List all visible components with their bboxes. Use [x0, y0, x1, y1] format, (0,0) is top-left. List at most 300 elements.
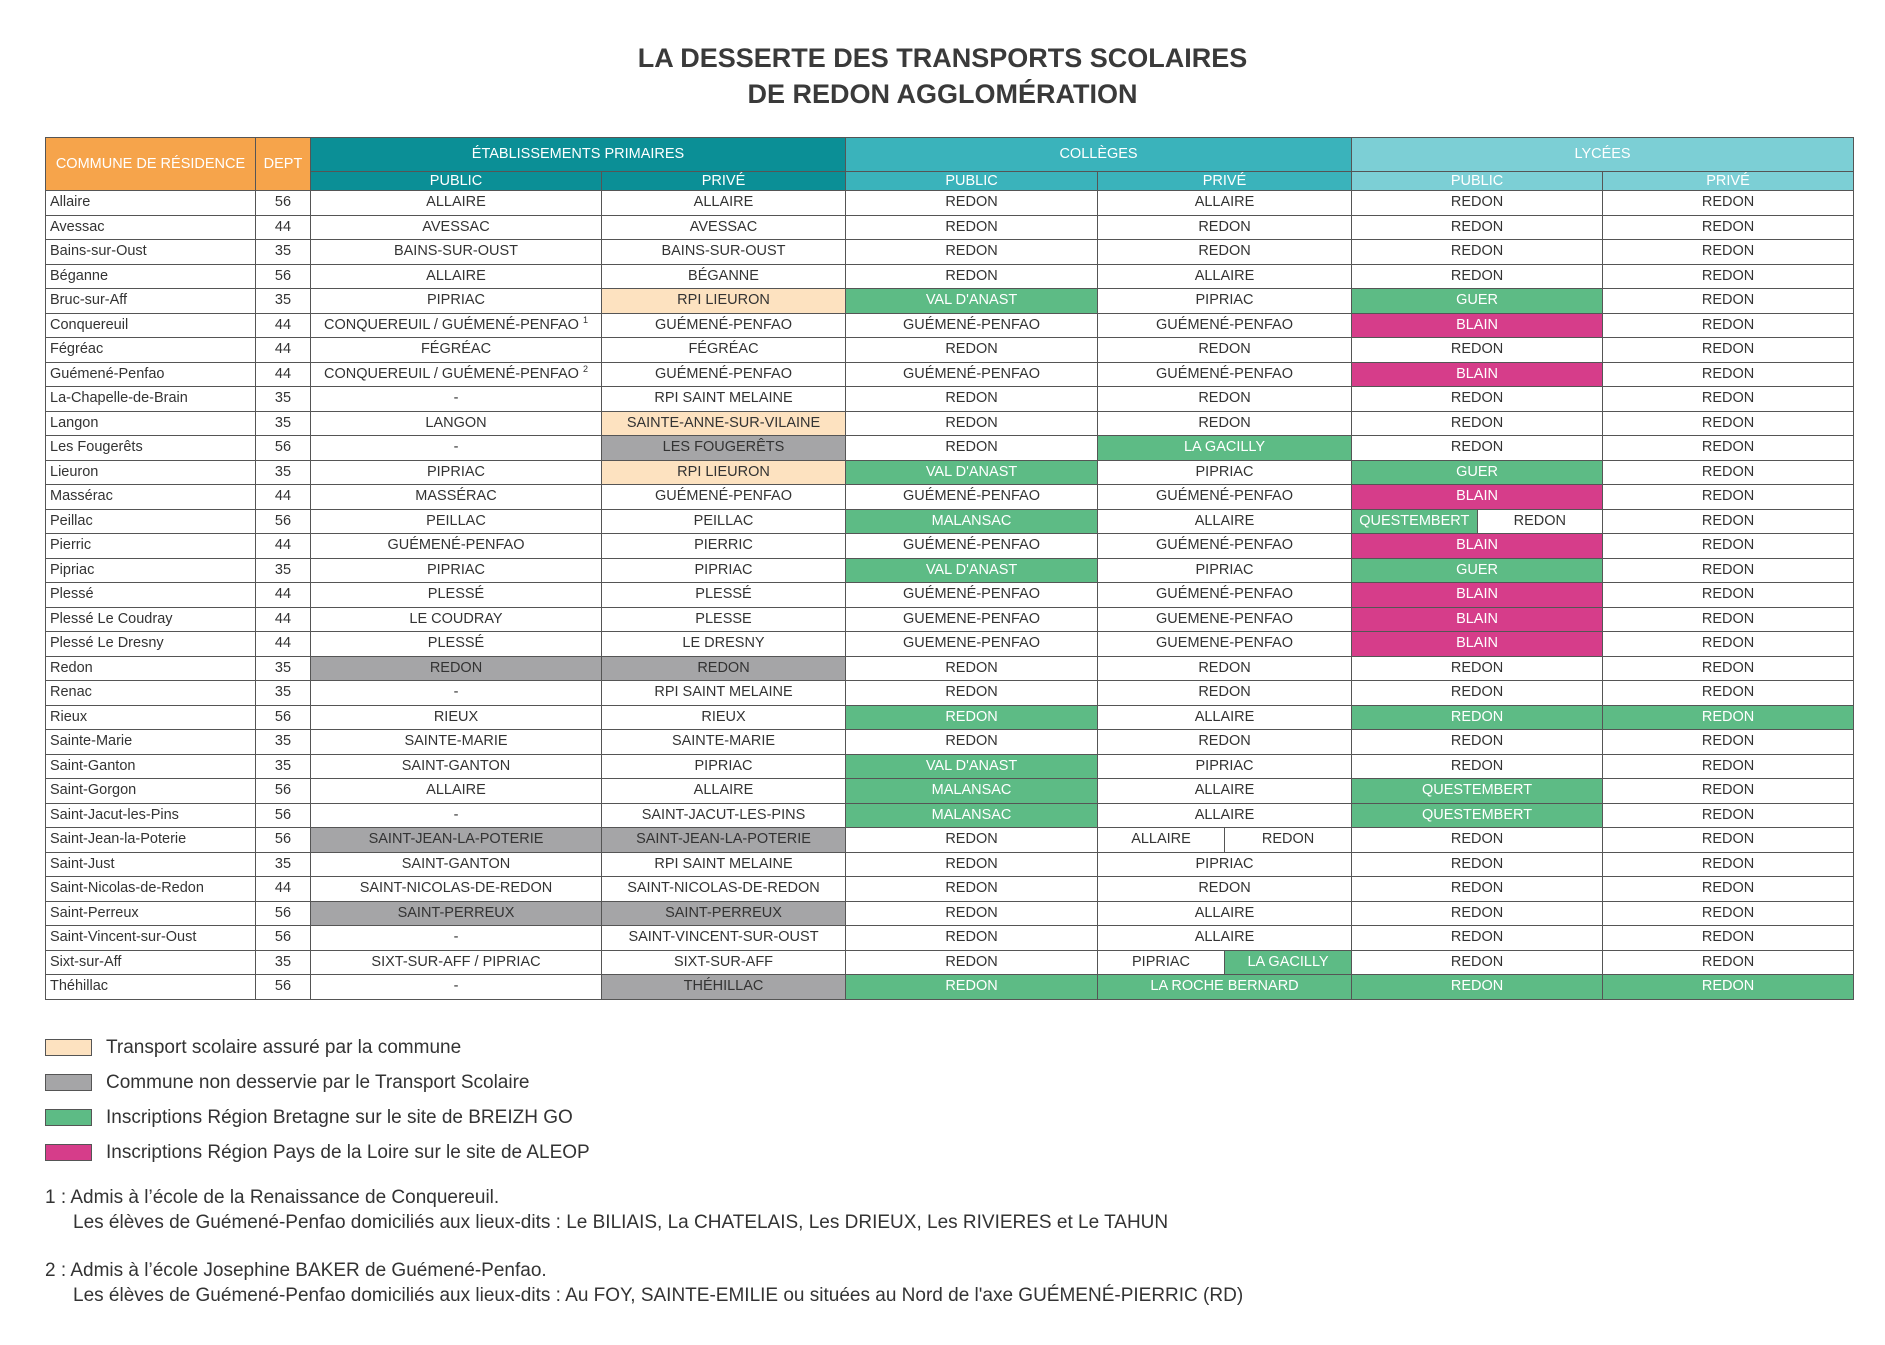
cell-text: REDON [1450, 684, 1504, 701]
cell-text: RPI SAINT MELAINE [654, 855, 793, 872]
cell-dept: 35 [256, 730, 311, 755]
legend-label: Transport scolaire assuré par la commune [106, 1036, 462, 1058]
cell-commune: Langon [46, 411, 256, 436]
cell-text: SAINTE-MARIE [671, 733, 776, 750]
cell-commune: Peillac [46, 509, 256, 534]
table-row [46, 264, 1854, 289]
cell-text: REDON [1198, 659, 1251, 676]
cell-dept: 56 [256, 779, 311, 804]
cell-lycee-prive [1603, 607, 1854, 632]
cell-primaire-prive [602, 779, 846, 804]
cell-college-prive [1098, 901, 1352, 926]
cell-college-prive [1098, 460, 1352, 485]
legend-item [45, 1135, 590, 1170]
cell-text: SAINT-NICOLAS-DE-REDON [359, 880, 553, 897]
header-colleges: COLLÈGES [846, 138, 1352, 172]
cell-lycee-prive [1603, 264, 1854, 289]
cell-college-public [846, 362, 1098, 387]
cell-lycee-public [1352, 705, 1603, 730]
cell-text: REDON [1450, 218, 1504, 235]
cell-college-prive [1098, 705, 1352, 730]
cell-primaire-prive [602, 730, 846, 755]
cell-text: VAL D'ANAST [925, 757, 1018, 774]
cell-lycee-prive [1603, 460, 1854, 485]
cell-text: REDON [945, 831, 998, 848]
cell-lycee-prive [1603, 289, 1854, 314]
cell-lycee-public [1352, 950, 1603, 975]
cell-text: REDON [1701, 390, 1755, 407]
cell-lycee-public [1352, 436, 1603, 461]
cell-text: LE COUDRAY [409, 610, 503, 627]
cell-college-public [846, 681, 1098, 706]
cell-college-public [846, 558, 1098, 583]
cell-text: REDON [945, 390, 998, 407]
cell-lycee-prive [1603, 681, 1854, 706]
table-row [46, 828, 1854, 853]
footnote-marker: 2 [582, 363, 588, 374]
cell-text: MASSÉRAC [415, 488, 497, 505]
cell-text: GUEMENE-PENFAO [903, 610, 1040, 627]
cell-lycee-public [1352, 240, 1603, 265]
cell-text: ALLAIRE [1194, 267, 1255, 284]
cell-college-public [846, 240, 1098, 265]
cell-text: BLAIN [1456, 635, 1498, 652]
cell-college-public [846, 975, 1098, 1000]
table-row [46, 460, 1854, 485]
table-row [46, 705, 1854, 730]
cell-text: REDON [1450, 831, 1504, 848]
split-part: ALLAIRE [1131, 831, 1191, 847]
cell-lycee-public [1352, 215, 1603, 240]
cell-dept: 35 [256, 387, 311, 412]
cell-lycee-prive [1603, 485, 1854, 510]
cell-text: PLESSÉ [695, 586, 752, 603]
cell-lycee-prive [1603, 558, 1854, 583]
cell-text: QUESTEMBERT [1421, 806, 1533, 823]
cell-text: PEILLAC [426, 512, 486, 529]
header-commune: COMMUNE DE RÉSIDENCE [46, 138, 256, 191]
cell-primaire-public [311, 436, 602, 461]
cell-dept: 44 [256, 632, 311, 657]
table-row [46, 975, 1854, 1000]
cell-college-public [846, 191, 1098, 216]
cell-text: PLESSE [695, 610, 752, 627]
cell-text: REDON [1701, 635, 1755, 652]
cell-primaire-prive [602, 632, 846, 657]
cell-text: ALLAIRE [426, 194, 486, 211]
cell-text: SAINT-PERREUX [397, 904, 515, 921]
cell-text: REDON [1450, 880, 1504, 897]
cell-text: PIPRIAC [694, 757, 753, 774]
cell-text: ALLAIRE [1194, 782, 1255, 799]
cell-primaire-prive [602, 583, 846, 608]
cell-college-prive [1098, 926, 1352, 951]
cell-text: SAINTE-ANNE-SUR-VILAINE [626, 414, 821, 431]
cell-text: REDON [945, 243, 998, 260]
cell-text: REDON [1701, 953, 1755, 970]
cell-primaire-prive [602, 460, 846, 485]
cell-lycee-prive [1603, 656, 1854, 681]
table-row [46, 950, 1854, 975]
cell-lycee-public [1352, 509, 1603, 534]
cell-primaire-public [311, 877, 602, 902]
cell-text: REDON [945, 341, 998, 358]
cell-text: REDON [1701, 341, 1755, 358]
cell-commune: Rieux [46, 705, 256, 730]
table-row [46, 730, 1854, 755]
cell-text: LA ROCHE BERNARD [1150, 978, 1299, 995]
cell-text: PIPRIAC [1195, 855, 1254, 872]
cell-commune: Saint-Jean-la-Poterie [46, 828, 256, 853]
cell-text: RPI SAINT MELAINE [654, 684, 793, 701]
cell-text: REDON [1198, 880, 1251, 897]
cell-text: REDON [945, 439, 998, 456]
cell-text: PLESSÉ [427, 635, 485, 652]
cell-text: SAINT-NICOLAS-DE-REDON [627, 880, 820, 897]
cell-text: - [453, 806, 459, 823]
cell-college-public [846, 583, 1098, 608]
cell-college-public [846, 264, 1098, 289]
cell-primaire-prive [602, 240, 846, 265]
cell-college-prive [1098, 215, 1352, 240]
cell-primaire-prive [602, 264, 846, 289]
cell-college-prive [1098, 975, 1352, 1000]
footnote-marker: 1 [582, 314, 588, 325]
cell-college-prive [1098, 779, 1352, 804]
cell-commune: Pipriac [46, 558, 256, 583]
cell-college-prive [1098, 681, 1352, 706]
cell-text: ALLAIRE [1194, 708, 1255, 725]
cell-text: PIPRIAC [1195, 561, 1254, 578]
cell-lycee-public [1352, 901, 1603, 926]
legend-swatch [45, 1144, 92, 1161]
cell-college-prive [1098, 313, 1352, 338]
cell-text: RPI SAINT MELAINE [654, 390, 793, 407]
cell-text: REDON [1701, 610, 1755, 627]
table-row [46, 656, 1854, 681]
cell-text: GUÉMENÉ-PENFAO [387, 537, 525, 554]
cell-college-public [846, 289, 1098, 314]
cell-lycee-public [1352, 411, 1603, 436]
cell-text: GUÉMENÉ-PENFAO [903, 586, 1040, 603]
cell-college-public [846, 877, 1098, 902]
cell-lycee-public [1352, 852, 1603, 877]
cell-primaire-prive [602, 901, 846, 926]
cell-text: REDON [945, 904, 998, 921]
cell-text: RPI LIEURON [677, 463, 770, 480]
cell-college-public [846, 509, 1098, 534]
cell-dept: 56 [256, 705, 311, 730]
cell-lycee-prive [1603, 852, 1854, 877]
cell-dept: 35 [256, 558, 311, 583]
cell-text: SAINT-JEAN-LA-POTERIE [368, 831, 544, 848]
page-title-line-2: DE REDON AGGLOMÉRATION [747, 79, 1138, 109]
cell-lycee-public [1352, 338, 1603, 363]
cell-text: GUÉMENÉ-PENFAO [1156, 488, 1293, 505]
cell-text: REDON [945, 684, 998, 701]
cell-commune: Plessé Le Coudray [46, 607, 256, 632]
cell-lycee-prive [1603, 828, 1854, 853]
header-colleges-public: PUBLIC [846, 172, 1098, 191]
cell-dept: 35 [256, 240, 311, 265]
cell-lycee-prive [1603, 705, 1854, 730]
cell-text: REDON [945, 708, 998, 725]
cell-text: VAL D'ANAST [925, 561, 1018, 578]
cell-college-prive [1098, 289, 1352, 314]
cell-primaire-public [311, 828, 602, 853]
cell-commune: Sainte-Marie [46, 730, 256, 755]
cell-text: SAINT-GANTON [401, 855, 511, 872]
cell-text: GUÉMENÉ-PENFAO [1156, 537, 1293, 554]
cell-text: FÉGRÉAC [420, 341, 492, 358]
cell-college-public [846, 460, 1098, 485]
cell-text: REDON [1450, 929, 1504, 946]
cell-text: REDON [945, 978, 998, 995]
cell-lycee-public [1352, 460, 1603, 485]
cell-primaire-prive [602, 828, 846, 853]
cell-dept: 56 [256, 191, 311, 216]
header-primaires-prive: PRIVÉ [602, 172, 846, 191]
cell-college-public [846, 313, 1098, 338]
cell-college-prive [1098, 803, 1352, 828]
cell-college-public [846, 730, 1098, 755]
cell-text: REDON [1701, 684, 1755, 701]
cell-primaire-prive [602, 705, 846, 730]
cell-college-prive [1098, 607, 1352, 632]
cell-commune: Saint-Vincent-sur-Oust [46, 926, 256, 951]
cell-commune: Saint-Nicolas-de-Redon [46, 877, 256, 902]
cell-primaire-public [311, 411, 602, 436]
cell-lycee-prive [1603, 779, 1854, 804]
cell-college-prive [1098, 632, 1352, 657]
cell-lycee-prive [1603, 362, 1854, 387]
cell-text: PIPRIAC [426, 292, 485, 309]
cell-text: CONQUEREUIL / GUÉMENÉ-PENFAO [324, 316, 579, 333]
cell-text: THÉHILLAC [683, 978, 764, 995]
cell-text: REDON [945, 733, 998, 750]
cell-text: REDON [1450, 267, 1504, 284]
cell-college-prive [1098, 754, 1352, 779]
transport-table [45, 137, 1854, 1000]
cell-text: PIPRIAC [1195, 292, 1254, 309]
cell-text: GUER [1456, 463, 1498, 480]
cell-lycee-public [1352, 264, 1603, 289]
cell-text: REDON [1701, 659, 1755, 676]
cell-lycee-prive [1603, 730, 1854, 755]
cell-commune: Sixt-sur-Aff [46, 950, 256, 975]
cell-primaire-prive [602, 754, 846, 779]
cell-text: QUESTEMBERT [1421, 782, 1533, 799]
cell-lycee-prive [1603, 240, 1854, 265]
cell-text: REDON [945, 880, 998, 897]
cell-text: GUÉMENÉ-PENFAO [1156, 365, 1293, 382]
cell-text: ALLAIRE [693, 782, 754, 799]
cell-text: SAINT-JACUT-LES-PINS [641, 806, 806, 823]
cell-college-public [846, 852, 1098, 877]
cell-commune: Saint-Just [46, 852, 256, 877]
cell-text: BAINS-SUR-OUST [393, 243, 519, 260]
cell-text: GUER [1456, 561, 1498, 578]
cell-lycee-prive [1603, 950, 1854, 975]
footnotes [45, 1185, 1243, 1331]
table-row [46, 779, 1854, 804]
cell-primaire-prive [602, 215, 846, 240]
cell-primaire-prive [602, 607, 846, 632]
header-lycees-prive: PRIVÉ [1603, 172, 1854, 191]
cell-text: BLAIN [1456, 537, 1498, 554]
cell-text: LA GACILLY [1183, 439, 1266, 456]
cell-text: REDON [1198, 414, 1251, 431]
cell-text: BLAIN [1456, 365, 1498, 382]
cell-text: REDON [1450, 194, 1504, 211]
cell-text: REDON [1701, 880, 1755, 897]
cell-text: SIXT-SUR-AFF / PIPRIAC [371, 953, 541, 970]
split-part: REDON [1224, 828, 1351, 852]
cell-text: AVESSAC [689, 218, 758, 235]
cell-lycee-prive [1603, 877, 1854, 902]
cell-primaire-prive [602, 362, 846, 387]
cell-text: REDON [945, 414, 998, 431]
cell-lycee-public [1352, 681, 1603, 706]
cell-college-public [846, 485, 1098, 510]
cell-text: REDON [1701, 978, 1755, 995]
cell-text: REDON [697, 659, 750, 676]
cell-primaire-public [311, 583, 602, 608]
cell-primaire-public [311, 803, 602, 828]
cell-lycee-public [1352, 485, 1603, 510]
cell-college-prive [1098, 362, 1352, 387]
cell-commune: Saint-Perreux [46, 901, 256, 926]
cell-lycee-prive [1603, 215, 1854, 240]
cell-primaire-public [311, 460, 602, 485]
table-row [46, 313, 1854, 338]
cell-college-public [846, 632, 1098, 657]
cell-primaire-prive [602, 313, 846, 338]
cell-primaire-public [311, 215, 602, 240]
cell-commune: Redon [46, 656, 256, 681]
table-row [46, 632, 1854, 657]
cell-text: MALANSAC [931, 806, 1012, 823]
cell-text: REDON [945, 659, 998, 676]
cell-text: BÉGANNE [688, 267, 759, 284]
cell-lycee-prive [1603, 534, 1854, 559]
cell-primaire-prive [602, 411, 846, 436]
cell-text: REDON [945, 929, 998, 946]
cell-college-public [846, 215, 1098, 240]
cell-dept: 56 [256, 436, 311, 461]
split-part: QUESTEMBERT [1352, 510, 1477, 534]
cell-text: - [453, 390, 459, 407]
cell-lycee-prive [1603, 583, 1854, 608]
cell-lycee-public [1352, 558, 1603, 583]
cell-primaire-public [311, 926, 602, 951]
cell-text: RPI LIEURON [677, 292, 770, 309]
table-row [46, 485, 1854, 510]
cell-text: REDON [945, 267, 998, 284]
cell-text: GUEMENE-PENFAO [1156, 610, 1293, 627]
cell-primaire-public [311, 313, 602, 338]
cell-text: REDON [1450, 414, 1504, 431]
cell-lycee-prive [1603, 754, 1854, 779]
cell-commune: Pierric [46, 534, 256, 559]
cell-college-public [846, 436, 1098, 461]
cell-lycee-public [1352, 975, 1603, 1000]
cell-lycee-prive [1603, 803, 1854, 828]
cell-primaire-public [311, 240, 602, 265]
cell-primaire-prive [602, 950, 846, 975]
cell-primaire-prive [602, 436, 846, 461]
split-part: PIPRIAC [1132, 953, 1191, 970]
cell-text: - [453, 978, 459, 995]
cell-text: REDON [1450, 341, 1504, 358]
header-lycees: LYCÉES [1352, 138, 1854, 172]
cell-text: ALLAIRE [1194, 929, 1255, 946]
cell-college-prive [1098, 534, 1352, 559]
footnote-1-detail: Les élèves de Guémené-Penfao domiciliés aux lieux-dits : Le BILIAIS, La CHATELAIS, Les DRIEUX, Les RIVIERES et Le TAHUN [73, 1212, 1169, 1233]
table-row [46, 926, 1854, 951]
cell-text: SAINTE-MARIE [404, 733, 508, 750]
cell-commune: Renac [46, 681, 256, 706]
cell-text: ALLAIRE [1194, 806, 1255, 823]
table-body [46, 191, 1854, 1000]
cell-commune: Saint-Gorgon [46, 779, 256, 804]
table-row [46, 338, 1854, 363]
cell-text: AVESSAC [422, 218, 490, 235]
cell-text: PIPRIAC [1195, 463, 1254, 480]
cell-text: REDON [1450, 978, 1504, 995]
table-row [46, 754, 1854, 779]
header-primaires-public: PUBLIC [311, 172, 602, 191]
cell-college-prive [1098, 656, 1352, 681]
header-lycees-public: PUBLIC [1352, 172, 1603, 191]
cell-college-prive [1098, 583, 1352, 608]
cell-text: SAINT-PERREUX [665, 904, 782, 921]
cell-college-public [846, 705, 1098, 730]
cell-college-public [846, 338, 1098, 363]
split-cell [1098, 951, 1351, 975]
cell-primaire-prive [602, 877, 846, 902]
cell-text: REDON [1701, 218, 1755, 235]
cell-college-prive [1098, 436, 1352, 461]
cell-primaire-prive [602, 191, 846, 216]
cell-lycee-public [1352, 191, 1603, 216]
cell-text: FÉGRÉAC [688, 341, 759, 358]
cell-primaire-prive [602, 656, 846, 681]
cell-dept: 35 [256, 852, 311, 877]
cell-text: REDON [1701, 316, 1755, 333]
cell-primaire-public [311, 289, 602, 314]
legend-item [45, 1100, 590, 1135]
cell-text: GUEMENE-PENFAO [1156, 635, 1293, 652]
table-row [46, 607, 1854, 632]
cell-commune: Plessé [46, 583, 256, 608]
cell-lycee-public [1352, 803, 1603, 828]
cell-college-prive [1098, 950, 1352, 975]
cell-text: SAINT-JEAN-LA-POTERIE [636, 831, 811, 848]
cell-text: REDON [1701, 537, 1755, 554]
cell-college-prive [1098, 509, 1352, 534]
cell-commune: Plessé Le Dresny [46, 632, 256, 657]
cell-text: GUÉMENÉ-PENFAO [903, 365, 1040, 382]
cell-dept: 56 [256, 975, 311, 1000]
cell-text: REDON [1701, 831, 1755, 848]
cell-college-prive [1098, 877, 1352, 902]
legend-item [45, 1065, 590, 1100]
cell-text: GUÉMENÉ-PENFAO [1156, 316, 1293, 333]
cell-dept: 44 [256, 607, 311, 632]
cell-text: REDON [1450, 708, 1504, 725]
legend-label: Inscriptions Région Pays de la Loire sur le site de ALEOP [106, 1141, 590, 1163]
